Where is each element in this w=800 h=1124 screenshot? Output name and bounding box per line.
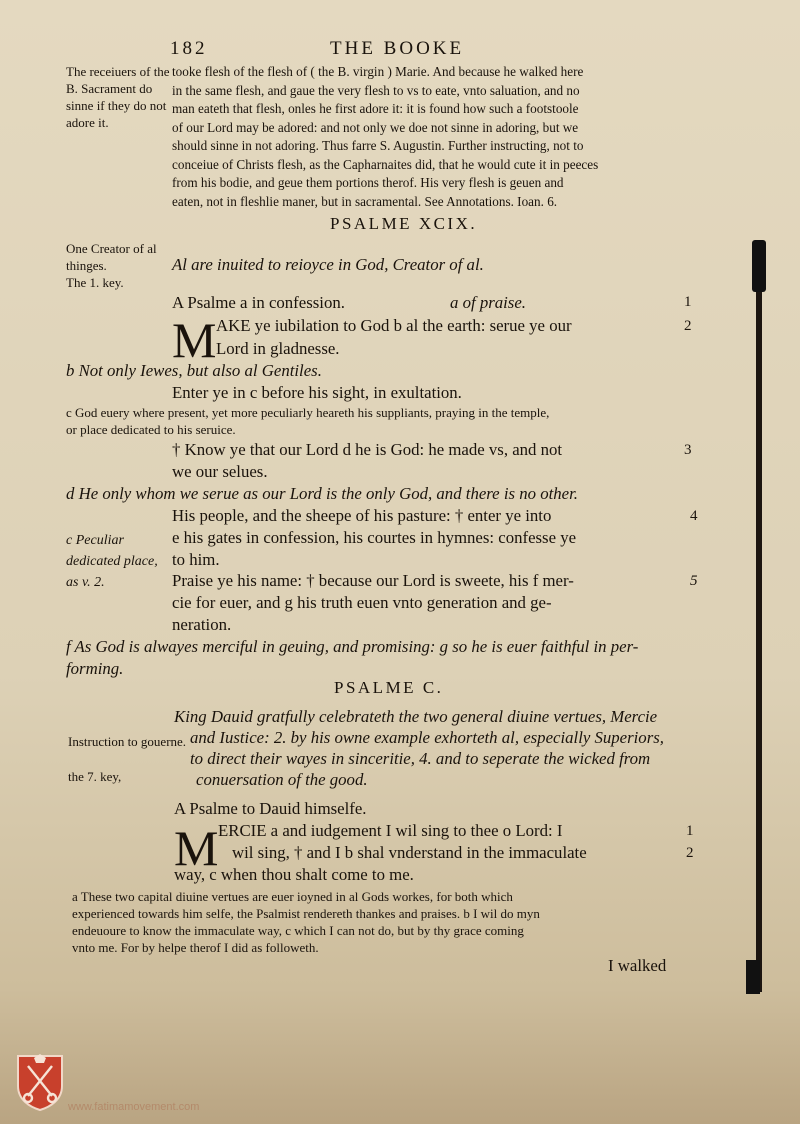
verse-line: to him. [172,550,220,569]
commentary-line: from his bodie, and geue them portions therof. His very flesh is geuen and [172,175,564,190]
footnote-line: experienced towards him selfe, the Psalmist rendereth thankes and praises. b I wil do myn [72,906,540,921]
note-c: c God euery where present, yet more peculiarly heareth his suppliants, praying in the temple, [66,405,550,420]
watermark-url: www.fatimamovement.com [68,1101,200,1113]
verse-line: Enter ye in c before his sight, in exultation. [172,383,462,402]
commentary-line: man eateth that flesh, onles he first adore it: it is found how such a footstoole [172,101,579,116]
footnote-line: a These two capital diuine vertues are euer ioyned in al Gods workes, for both which [72,889,513,904]
note-d: d He only whom we serue as our Lord is the only God, and there is no other. [66,484,578,503]
verse-number: 1 [686,823,694,839]
note-fg: forming. [66,659,124,678]
psalm-100-superscription: A Psalme to Dauid himselfe. [174,799,367,818]
psalm-100-argument: to direct their wayes in sinceritie, 4. and to seperate the wicked from [190,749,651,768]
verse-line: we our selues. [172,462,268,481]
verse-line: wil sing, † and I b shal vnderstand in the immaculate [232,843,587,862]
verse-line: neration. [172,615,232,634]
verse-line: ERCIE a and iudgement I wil sing to thee o Lord: I [218,821,563,840]
verse-number: 4 [690,508,698,524]
psalm-100-argument: King Dauid gratfully celebrateth the two general diuine vertues, Mercie [174,707,658,726]
commentary-line: conceiue of Christs flesh, as the Capharnaites did, that he would cute it in peeces [172,156,599,172]
page-edge-bar [756,292,762,992]
verse-line: Lord in gladnesse. [216,339,340,358]
verse-line: e his gates in confession, his courtes in hymnes: confesse ye [172,528,577,547]
page-edge-foot [746,960,760,994]
footnote-line: vnto me. For by helpe therof I did as followeth. [72,940,319,955]
psalm-99-argument: Al are inuited to reioyce in God, Creator of al. [172,255,484,274]
psalm-100-argument: and Iustice: 2. by his owne example exhorteth al, especially Superiors, [190,728,664,747]
drop-cap-m: M [172,312,217,368]
margin-note-key7: the 7. key, [68,769,122,784]
margin-note-peculiar: c Peculiar dedicated place, as v. 2. [66,533,158,590]
drop-cap-m: M [174,820,219,876]
commentary-line: in the same flesh, and gaue the very flesh to vs to eate, vnto saluation, and no [172,82,580,98]
psalm-100-argument: conuersation of the good. [196,770,368,789]
commentary-line: tooke flesh of the flesh of ( the B. virgin ) Marie. And because he walked here [172,64,584,79]
margin-note-one-creator: One Creator of al thinges. [66,241,157,273]
catchword: I walked [608,956,667,975]
verse-number: 3 [684,442,692,458]
verse-line: Praise ye his name: † because our Lord is sweete, his f mer- [172,571,574,590]
thumb-tab [752,240,766,292]
commentary-line: eaten, not in fleshlie maner, but in sacramental. See Annotations. Ioan. 6. [172,193,558,209]
keys-shield-logo-icon [14,1052,66,1112]
verse-line: cie for euer, and g his truth euen vnto generation and ge- [172,593,552,612]
note-c: or place dedicated to his seruice. [66,422,236,437]
commentary-line: of our Lord may be adored: and not only we doe not sinne in adoring, but we [172,119,579,135]
verse-number: 1 [684,294,692,310]
verse-number: 2 [684,318,692,334]
psalm-99-title: PSALME XCIX. [330,214,478,233]
psalm-100-title: PSALME C. [334,678,444,697]
note-fg: f As God is alwayes merciful in geuing, and promising: g so he is euer faithful in per- [66,637,639,656]
verse-line: way, c when thou shalt come to me. [174,865,414,884]
margin-note-receivers: The receiuers of the B. Sacrament do sinne if they do not adore it. [66,64,170,130]
footnote-line: endeuoure to know the immaculate way, c which I can not do, but by thy grace coming [72,923,524,938]
margin-note-key1: The 1. key. [66,275,124,290]
verse-line: AKE ye iubilation to God b al the earth: serue ye our [216,316,572,335]
note-b: b Not only Iewes, but also al Gentiles. [66,361,322,380]
margin-note-instruction: Instruction to gouerne. [68,734,187,749]
running-title: THE BOOKE [330,38,465,59]
psalm-99-superscription-note: a of praise. [450,293,526,312]
page-number: 182 [170,38,208,59]
verse-number: 2 [686,845,694,861]
commentary-line: should sinne in not adoring. Thus farre S. Augustin. Further instructing, not to [172,138,584,153]
verse-number: 5 [690,573,698,589]
psalm-99-superscription: A Psalme a in confession. [172,293,345,312]
verse-line: His people, and the sheepe of his pasture: † enter ye into [172,506,552,525]
verse-line: † Know ye that our Lord d he is God: he made vs, and not [172,440,563,459]
